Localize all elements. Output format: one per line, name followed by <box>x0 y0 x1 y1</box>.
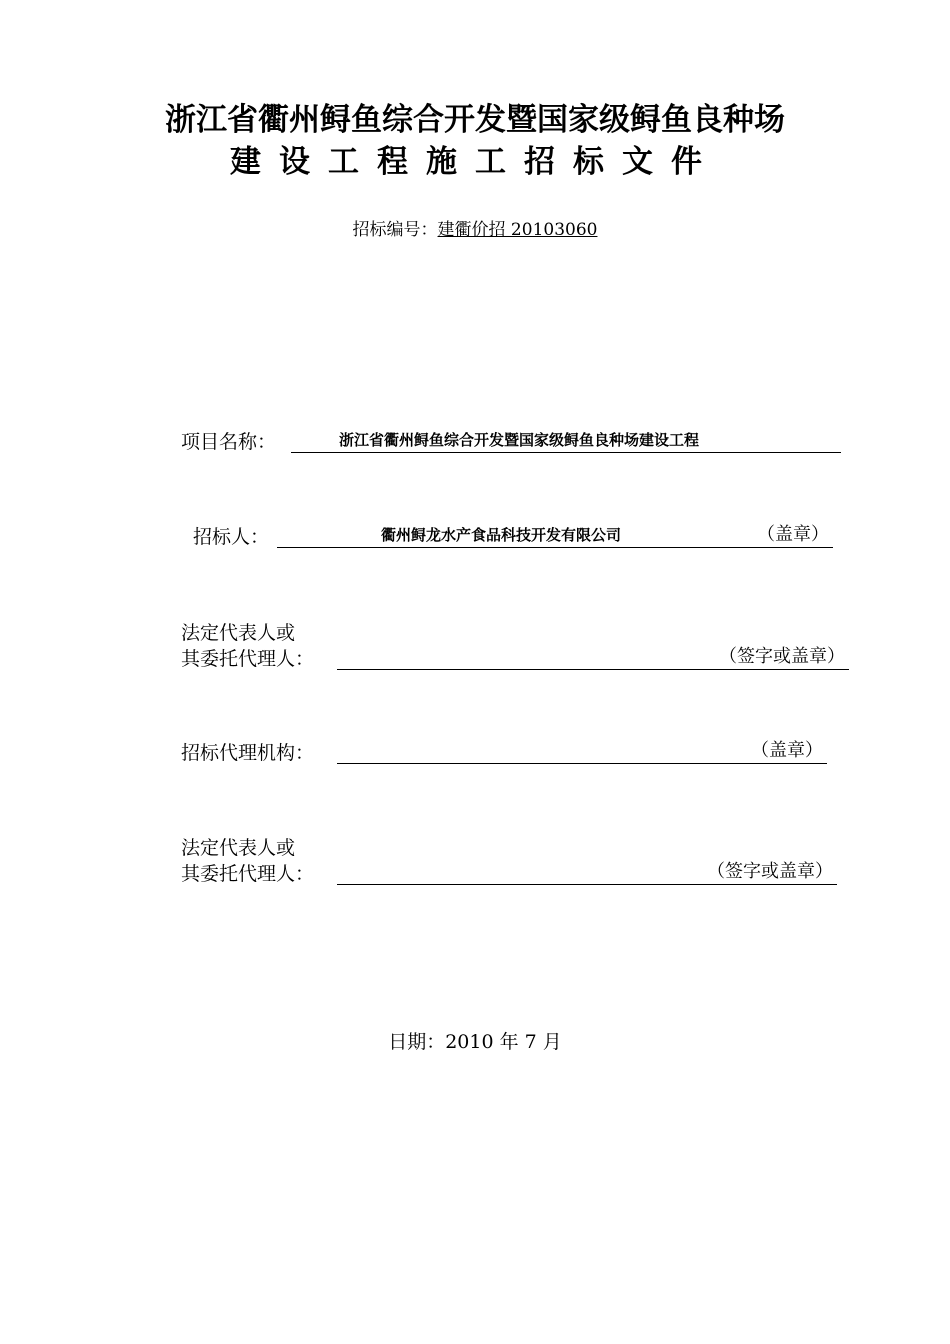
legal-rep-2-field <box>337 860 837 885</box>
agency-field <box>337 739 827 764</box>
legal-rep-2-seal: （签字或盖章） <box>707 861 833 882</box>
tenderer-field <box>277 523 833 548</box>
agency-seal: （盖章） <box>751 740 823 761</box>
legal-rep-1-label <box>181 620 314 672</box>
legal-rep-2-label <box>181 835 314 887</box>
bid-number-label: 招标编号： <box>352 220 438 240</box>
tenderer-seal: （盖章） <box>757 524 829 545</box>
tenderer-label: 招标人： <box>193 526 270 548</box>
legal-rep-2-label-line2: 其委托代理人： <box>181 863 315 885</box>
project-name-value: 浙江省衢州鲟鱼综合开发暨国家级鲟鱼良种场建设工程 <box>339 431 700 449</box>
bid-number <box>0 215 950 240</box>
legal-rep-1-field <box>337 645 849 670</box>
agency-label: 招标代理机构： <box>181 742 315 764</box>
tenderer-value: 衢州鲟龙水产食品科技开发有限公司 <box>381 526 622 544</box>
legal-rep-2-label-line1: 法定代表人或 <box>181 837 296 859</box>
legal-rep-1-label-line1: 法定代表人或 <box>181 622 296 644</box>
bid-number-value: 建衢价招 20103060 <box>437 220 598 240</box>
document-date: 日期：2010 年 7 月 <box>388 1031 562 1053</box>
project-name-label: 项目名称： <box>181 431 277 453</box>
project-name-field <box>291 428 841 453</box>
legal-rep-1-seal: （签字或盖章） <box>719 646 845 667</box>
document-title-line2: 建设工程施工招标文件 <box>230 144 720 180</box>
legal-rep-1-label-line2: 其委托代理人： <box>181 648 315 670</box>
document-title-line1: 浙江省衢州鲟鱼综合开发暨国家级鲟鱼良种场 <box>165 102 785 138</box>
